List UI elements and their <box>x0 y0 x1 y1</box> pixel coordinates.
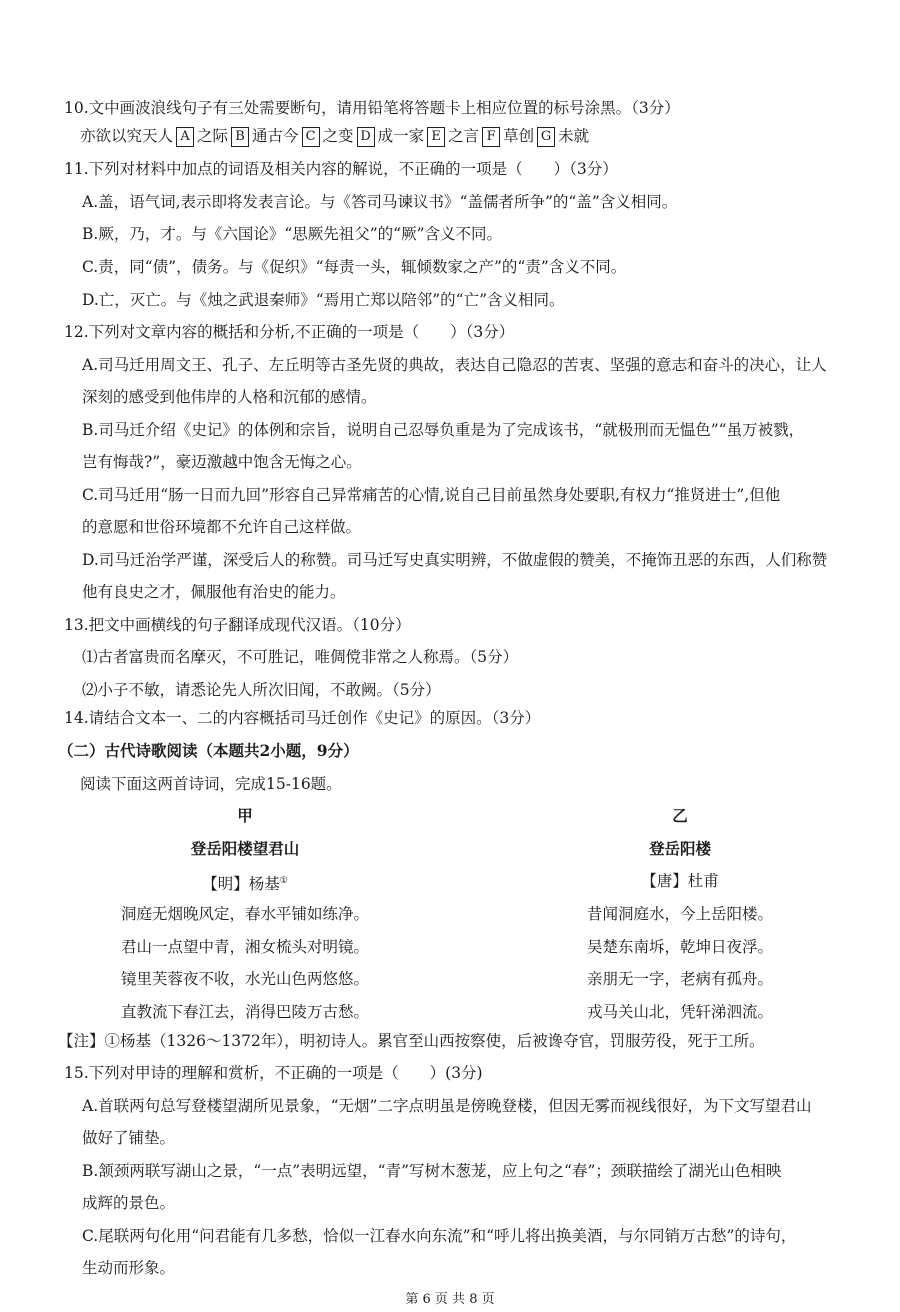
poem-a-author <box>100 870 390 895</box>
poem-b-title: 登岳阳楼 <box>648 839 711 858</box>
q10-seg-12: 草创 <box>503 127 535 145</box>
note-marker: ① <box>279 876 288 886</box>
q12-option-a-cont: 深刻的感受到他伟岸的人格和沉郁的感情。 <box>82 388 377 406</box>
q10-mark-f: F <box>482 127 500 147</box>
q15-stem: 15.下列对甲诗的理解和赏析，不正确的一项是（ ）(3分) <box>64 1064 483 1082</box>
section-title: （二）古代诗歌阅读（本题共2小题，9分） <box>58 741 359 760</box>
q10-stem: 10.文中画波浪线句子有三处需要断句，请用铅笔将答题卡上相应位置的标号涂黑。（3分） <box>64 99 680 117</box>
poem-b-tag: 乙 <box>672 806 688 825</box>
poem-a-title: 登岳阳楼望君山 <box>190 839 300 858</box>
q15-option-a-cont: 做好了铺垫。 <box>82 1129 176 1147</box>
q15-option-c-cont: 生动而形象。 <box>82 1259 176 1277</box>
q14-stem: 14.请结合文本一、二的内容概括司马迁创作《史记》的原因。（3分） <box>64 709 541 727</box>
q12-option-c-cont: 的意愿和世俗环境都不允许自己这样做。 <box>82 518 362 536</box>
q11-option-b: B.厥，乃，才。与《六国论》“思厥先祖父”的“厥”含义不同。 <box>82 225 503 243</box>
q15-option-a: A.首联两句总写登楼望湖所见景象，“无烟”二字点明虽是傍晚登楼，但因无雾而视线很好，为下文写望君山 <box>82 1097 812 1115</box>
q15-option-b: B.颔颈两联写湖山之景，“一点”表明远望，“青”写树木葱茏，应上句之“春”；颈联描绘了湖光山色相映 <box>82 1162 782 1180</box>
q13-stem: 13.把文中画横线的句子翻译成现代汉语。（10分） <box>64 616 411 634</box>
q11-option-d: D.亡，灭亡。与《烛之武退秦师》“焉用亡郑以陪邻”的“亡”含义相同。 <box>82 291 565 309</box>
poem-a-author-name: 【明】杨基 <box>202 875 280 894</box>
poem-a-line-2: 君山一点望中青，湘女梳头对明镜。 <box>120 938 369 956</box>
q10-mark-b: B <box>231 127 249 147</box>
q10-seg-14: 未就 <box>558 127 590 145</box>
page-footer: 第 6 页 共 8 页 <box>405 1292 495 1307</box>
q15-option-c: C.尾联两句化用“问君能有几多愁，恰似一江春水向东流”和“呼儿将出换美酒，与尔同销万古愁”的诗句， <box>82 1227 797 1245</box>
q10-seg-10: 之言 <box>448 127 480 145</box>
q10-seg-6: 之变 <box>322 127 354 145</box>
poem-b-line-3: 亲朋无一字，老病有孤舟。 <box>586 970 773 988</box>
q15-option-b-cont: 成辉的景色。 <box>82 1194 176 1212</box>
q10-seg-0: 亦欲以究天人 <box>80 127 174 145</box>
poem-a-line-3: 镜里芙蓉夜不收，水光山色两悠悠。 <box>120 970 369 988</box>
poem-a-line-1: 洞庭无烟晚风定，春水平铺如练净。 <box>120 905 369 923</box>
q13-sentence-2: ⑵小子不敏，请悉论先人所次旧闻，不敢阙。（5分） <box>82 681 441 699</box>
poem-b-line-2: 吴楚东南坼，乾坤日夜浮。 <box>586 938 773 956</box>
q11-option-c: C.责，同“债”，债务。与《促织》“每责一头，辄倾数家之产”的“责”含义不同。 <box>82 258 627 276</box>
poem-b-line-1: 昔闻洞庭水，今上岳阳楼。 <box>586 905 773 923</box>
q12-option-c: C.司马迁用“肠一日而九回”形容自己异常痛苦的心情,说自己目前虽然身处要职,有权力“推贤进士”,但他 <box>82 486 781 504</box>
q10-seg-2: 之际 <box>197 127 229 145</box>
poem-note: 【注】①杨基（1326～1372年），明初诗人。累官至山西按察使，后被谗夺官，罚服劳役，死于工所。 <box>58 1032 765 1050</box>
q12-option-b-cont: 岂有悔哉?”，豪迈激越中饱含无悔之心。 <box>82 453 362 471</box>
q12-option-d-cont: 他有良史之才，佩服他有治史的能力。 <box>82 583 346 601</box>
q12-option-d: D.司马迁治学严谨，深受后人的称赞。司马迁写史真实明辨，不做虚假的赞美，不掩饰丑恶的东西，人们称赞 <box>82 551 828 569</box>
q11-stem: 11.下列对材料中加点的词语及相关内容的解说，不正确的一项是（ ）（3分） <box>64 160 618 178</box>
q10-mark-e: E <box>427 127 445 147</box>
q11-option-a: A.盖，语气词,表示即将发表言论。与《答司马谏议书》“盖儒者所争”的“盖”含义相同。 <box>82 193 678 211</box>
section-intro: 阅读下面这两首诗词，完成15-16题。 <box>80 775 342 793</box>
q10-mark-g: G <box>537 127 555 147</box>
q12-option-a: A.司马迁用周文王、孔子、左丘明等古圣先贤的典故，表达自己隐忍的苦衷、坚强的意志和奋斗的决心，让人 <box>82 356 827 374</box>
poem-a-tag: 甲 <box>237 806 253 825</box>
poem-a-line-4: 直教流下春江去，消得巴陵万古愁。 <box>120 1003 369 1021</box>
q13-sentence-1: ⑴古者富贵而名摩灭，不可胜记，唯倜傥非常之人称焉。（5分） <box>82 648 519 666</box>
q10-mark-a: A <box>176 127 194 147</box>
q12-stem: 12.下列对文章内容的概括和分析,不正确的一项是（ ）（3分） <box>64 323 515 341</box>
q12-option-b: B.司马迁介绍《史记》的体例和宗旨，说明自己忍辱负重是为了完成该书，“就极刑而无愠色”“虽万被戮， <box>82 421 805 439</box>
q10-seg-4: 通古今 <box>252 127 299 145</box>
q10-seg-8: 成一家 <box>377 127 425 145</box>
poem-b-line-4: 戎马关山北，凭轩涕泗流。 <box>586 1003 773 1021</box>
q10-mark-d: D <box>357 127 375 147</box>
q10-sentence <box>80 125 900 147</box>
q10-mark-c: C <box>302 127 320 147</box>
poem-b-author: 【唐】杜甫 <box>641 872 719 890</box>
